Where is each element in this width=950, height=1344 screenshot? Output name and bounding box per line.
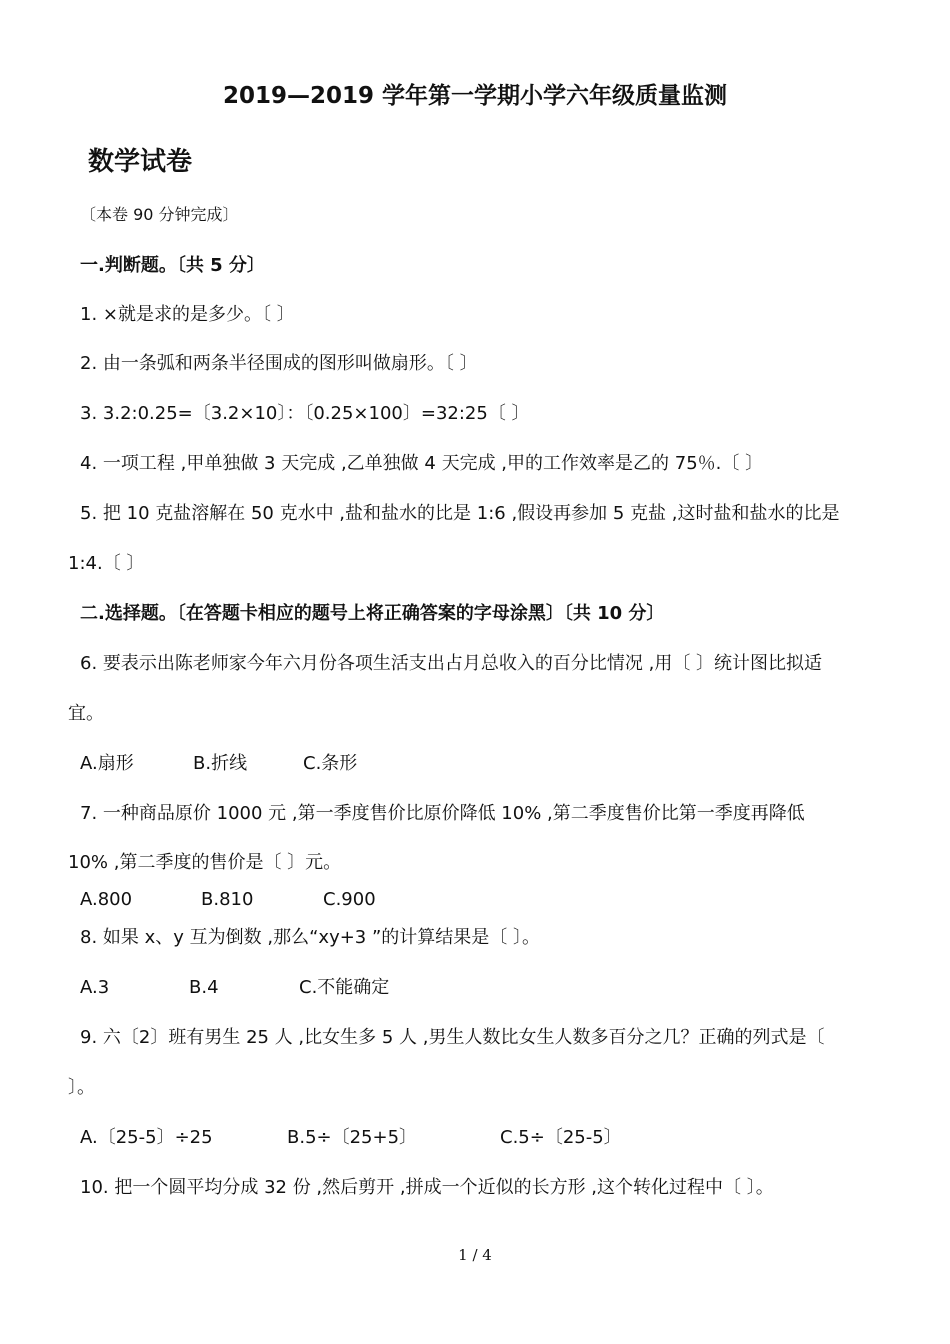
question-3: 3. 3.2:0.25=〔3.2×10〕：〔0.25×100〕=32:25〔 〕 [80,403,530,424]
page-number: 1 / 4 [458,1246,492,1264]
question-6-option-a: A.扇形 [80,753,134,774]
question-9-option-b: B.5÷〔25+5〕 [287,1127,418,1148]
section-2-heading: 二.选择题。〔在答题卡相应的题号上将正确答案的字母涂黑〕〔共 10 分〕 [80,603,665,624]
question-7-line-1: 7. 一种商品原价 1000 元 ,第一季度售价比原价降低 10% ,第二季度售价比第一季度再降低 [80,803,805,824]
question-10: 10. 把一个圆平均分成 32 份 ,然后剪开 ,拼成一个近似的长方形 ,这个转化过程中〔 〕。 [80,1177,774,1198]
question-8-option-a: A.3 [80,977,110,998]
question-7-option-b: B.810 [201,889,254,910]
question-1: 1. ×就是求的是多少。〔 〕 [80,304,295,325]
question-7-line-2: 10% ,第二季度的售价是〔 〕元。 [68,852,342,873]
question-8-option-c: C.不能确定 [299,977,390,998]
question-7-option-c: C.900 [323,889,376,910]
question-6-option-b: B.折线 [193,753,248,774]
question-6-line-2: 宜。 [68,703,104,724]
question-8-option-b: B.4 [189,977,219,998]
question-8: 8. 如果 x、y 互为倒数 ,那么“xy+3 ”的计算结果是〔 〕。 [80,927,541,948]
question-9-option-c: C.5÷〔25-5〕 [500,1127,622,1148]
question-9-line-2: 〕。 [68,1077,95,1098]
question-6-line-1: 6. 要表示出陈老师家今年六月份各项生活支出占月总收入的百分比情况 ,用〔 〕统计图比拟适 [80,653,823,674]
section-1-heading: 一.判断题。〔共 5 分〕 [80,255,265,276]
question-5-line-1: 5. 把 10 克盐溶解在 50 克水中 ,盐和盐水的比是 1:6 ,假设再参加 5 克盐 ,这时盐和盐水的比是 [80,503,840,524]
question-5-line-2: 1:4.〔 〕 [68,553,145,574]
page-title: 2019—2019 学年第一学期小学六年级质量监测 [222,83,728,109]
question-2: 2. 由一条弧和两条半径围成的图形叫做扇形。〔 〕 [80,353,478,374]
subject-title: 数学试卷 [88,147,193,177]
exam-note: 〔本卷 90 分钟完成〕 [80,205,239,224]
question-4: 4. 一项工程 ,甲单独做 3 天完成 ,乙单独做 4 天完成 ,甲的工作效率是乙的 75％.〔 〕 [80,453,764,474]
question-9-line-1: 9. 六〔2〕班有男生 25 人 ,比女生多 5 人 ,男生人数比女生人数多百分之几？正确的列式是〔 [80,1027,825,1048]
question-6-option-c: C.条形 [303,753,358,774]
question-7-option-a: A.800 [80,889,133,910]
question-9-option-a: A.〔25-5〕÷25 [80,1127,213,1148]
